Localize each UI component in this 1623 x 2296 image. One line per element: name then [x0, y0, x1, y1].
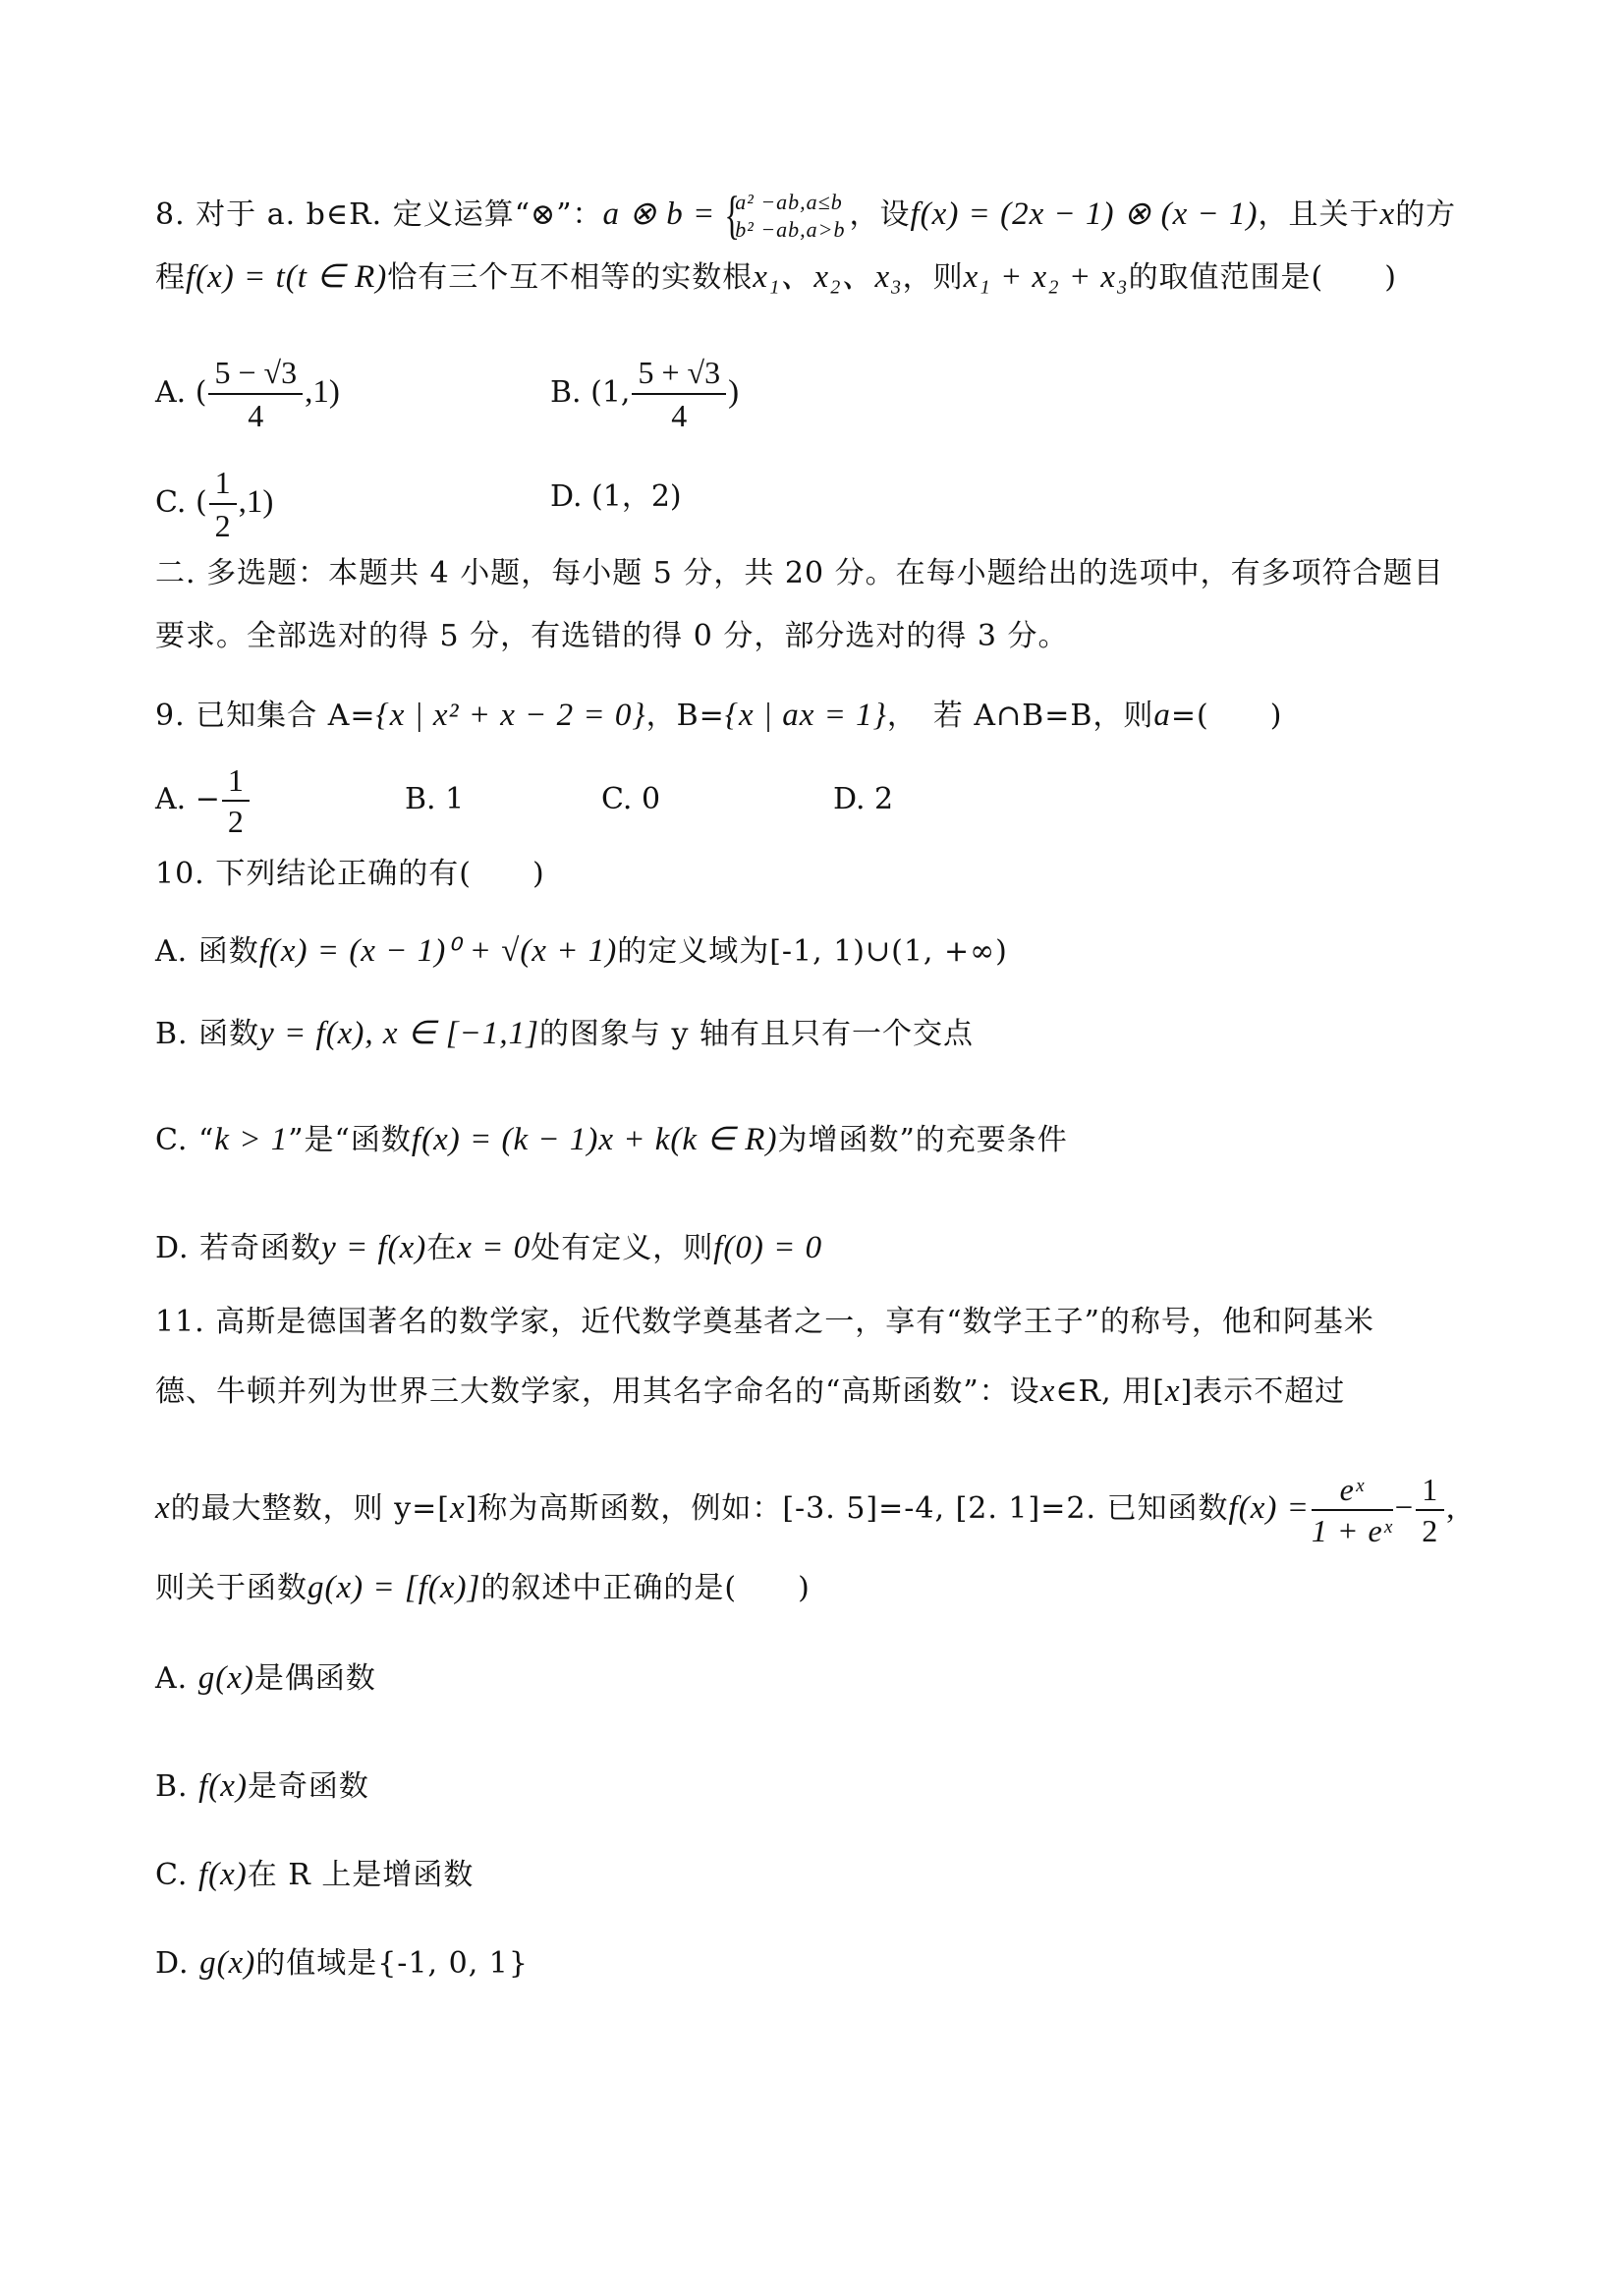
q8-prefix: 8. 对于 a. b∈R. 定义运算“⊗”：	[155, 197, 603, 232]
option-math-2: f(x) = (k − 1)x + k(k ∈ R)	[411, 1122, 778, 1157]
option-label: A. (	[155, 375, 207, 410]
q11-l3-x: x	[155, 1490, 171, 1526]
piece-top: a² −ab,a≤b	[735, 190, 843, 214]
option-label: C. (	[155, 485, 207, 520]
numerator: 1	[222, 760, 250, 802]
minus-sign: −	[1394, 1490, 1415, 1526]
q8-equation: f(x) = t(t ∈ R)	[186, 259, 388, 295]
q11-option-a	[155, 1658, 376, 1699]
q11-line2	[155, 1372, 1345, 1412]
fraction	[208, 352, 303, 436]
option-math: f(x)	[198, 1768, 248, 1804]
fraction	[632, 352, 726, 436]
q11-l3-f: f(x) =	[1228, 1490, 1310, 1526]
q8-option-c	[155, 462, 273, 546]
q11-line1: 11. 高斯是德国著名的数学家，近代数学奠基者之一，享有“数学王子”的称号，他和阿基米	[155, 1305, 1374, 1339]
q11-l2-a: 德、牛顿并列为世界三大数学家，用其名字命名的“高斯函数”：设	[155, 1374, 1040, 1409]
fraction-half	[1416, 1470, 1444, 1550]
q8-suffix: ，且关于	[1258, 197, 1380, 232]
option-text: 是偶函数	[253, 1661, 376, 1696]
q8-l2-mid: 恰有三个互不相等的实数根	[387, 260, 754, 295]
section2-line1: 二. 多选题：本题共 4 小题，每小题 5 分，共 20 分。在每小题给出的选项中，有多项符合题目	[155, 556, 1444, 590]
option-math: y = f(x), x ∈ [−1,1]	[259, 1016, 539, 1051]
q10-option-b	[155, 1014, 974, 1054]
q9-mid: ，B=	[645, 699, 725, 733]
option-text: 在 R 上是增函数	[247, 1858, 475, 1892]
option-math: g(x)	[197, 1660, 254, 1696]
numerator: eˣ	[1312, 1470, 1393, 1511]
piece-bottom: b² −ab,a>b	[735, 217, 846, 242]
brace-glyph: {	[724, 186, 741, 245]
fraction	[209, 462, 237, 546]
q8-option-a	[155, 352, 340, 436]
section2-line2: 要求。全部选对的得 5 分，有选错的得 0 分，部分选对的得 3 分。	[155, 619, 1069, 653]
q8-l2-end: 的取值范围是( )	[1128, 260, 1397, 295]
q8-end: 的方	[1395, 197, 1457, 232]
option-mid: 在	[426, 1231, 458, 1265]
numerator: 5 − √3	[208, 352, 303, 395]
q11-line3	[155, 1470, 1456, 1550]
q9-stem	[155, 696, 1282, 736]
option-label: A.	[155, 1661, 189, 1696]
option-math: g(x)	[199, 1945, 256, 1981]
option-label: D.	[155, 1946, 190, 1981]
q10-option-c	[155, 1120, 1068, 1160]
q9-option-c: C. 0	[601, 782, 661, 816]
q8-line2	[155, 257, 1397, 298]
q11-l3-a: 的最大整数，则 y=[	[170, 1491, 450, 1526]
q11-l4-b: 的叙述中正确的是( )	[480, 1571, 811, 1605]
fraction-exp	[1312, 1470, 1393, 1550]
q9-variable-a: a	[1153, 698, 1171, 733]
option-math: k > 1	[214, 1122, 289, 1157]
option-prefix: B. 函数	[155, 1017, 260, 1051]
denominator: 2	[1422, 1513, 1439, 1548]
option-tail: )	[728, 374, 740, 410]
q11-l3-x2: x	[449, 1490, 466, 1526]
numerator: 1	[209, 462, 237, 505]
q8-piecewise	[719, 186, 846, 245]
q9-option-b: B. 1	[405, 782, 465, 816]
q9-end: =( )	[1170, 699, 1283, 733]
q8-l2-prefix: 程	[155, 260, 186, 295]
q8-option-b	[550, 352, 739, 436]
option-label: A. −	[155, 782, 220, 816]
q8-roots: x₁、x₂、x₃	[753, 259, 903, 295]
q8-line1	[155, 186, 1457, 245]
numerator: 5 + √3	[632, 352, 726, 395]
q11-l2-x2: x	[1164, 1373, 1181, 1409]
q10-option-d	[155, 1228, 822, 1268]
option-prefix: A. 函数	[155, 934, 259, 969]
q8-x: x	[1379, 196, 1396, 232]
q8-option-d: D. (1，2)	[550, 479, 682, 514]
option-text: 是奇函数	[247, 1769, 369, 1804]
denominator: 4	[671, 398, 688, 433]
q9-set-a: {x | x² + x − 2 = 0}	[375, 698, 646, 733]
q11-l3-b: ]称为高斯函数，例如：[-3. 5]=-4, [2. 1]=2. 已知函数	[465, 1491, 1229, 1526]
q9-mid2: ， 若 A∩B=B，则	[886, 699, 1154, 733]
q11-option-b	[155, 1766, 369, 1807]
comma: ,	[1446, 1490, 1456, 1526]
q9-option-a	[155, 760, 252, 841]
denominator: 2	[214, 508, 231, 543]
q11-l2-b: ∈R, 用[	[1055, 1374, 1165, 1409]
option-suffix: 的定义域为[-1, 1)∪(1, +∞)	[617, 934, 1008, 969]
q8-mid: ，设	[849, 197, 911, 232]
option-math: y = f(x)	[321, 1230, 427, 1265]
q11-l4-a: 则关于函数	[155, 1571, 308, 1605]
option-text: 的值域是{-1, 0, 1}	[255, 1946, 529, 1981]
q8-l2-mid2: ，则	[902, 260, 964, 295]
option-math: f(x)	[197, 1857, 248, 1892]
q10-option-a	[155, 931, 1008, 972]
option-math-2: x = 0	[457, 1230, 532, 1265]
option-tail: ,1)	[305, 374, 340, 410]
q8-sum: x₁ + x₂ + x₃	[963, 259, 1129, 295]
option-mid: ”是“函数	[288, 1123, 412, 1157]
numerator: 1	[1416, 1470, 1444, 1511]
denominator: 4	[248, 398, 264, 433]
option-suffix: 为增函数”的充要条件	[777, 1123, 1068, 1157]
q9-option-d: D. 2	[833, 782, 894, 816]
option-mid-2: 处有定义，则	[531, 1231, 714, 1265]
q11-l2-x: x	[1039, 1373, 1056, 1409]
option-label: B. (1,	[550, 375, 631, 410]
denominator: 2	[227, 804, 244, 839]
q11-option-d	[155, 1943, 529, 1984]
q10-stem: 10. 下列结论正确的有( )	[155, 857, 545, 891]
option-suffix: 的图象与 y 轴有且只有一个交点	[538, 1017, 974, 1051]
option-tail: ,1)	[238, 484, 274, 520]
q8-def: a ⊗ b =	[602, 196, 716, 232]
q11-l4-math: g(x) = [f(x)]	[308, 1570, 481, 1605]
option-math-3: f(0) = 0	[713, 1230, 823, 1265]
option-prefix: C. “	[155, 1123, 215, 1157]
option-label: B.	[155, 1769, 189, 1804]
option-prefix: D. 若奇函数	[155, 1231, 322, 1265]
option-label: C.	[155, 1858, 189, 1892]
q8-fx: f(x) = (2x − 1) ⊗ (x − 1)	[910, 196, 1259, 232]
q9-prefix: 9. 已知集合 A=	[155, 699, 376, 733]
q11-option-c	[155, 1855, 474, 1895]
fraction	[222, 760, 250, 841]
q9-set-b: {x | ax = 1}	[724, 698, 887, 733]
q11-l2-c: ]表示不超过	[1180, 1374, 1346, 1409]
denominator: 1 + eˣ	[1311, 1513, 1393, 1548]
q11-line4	[155, 1568, 811, 1608]
option-math: f(x) = (x − 1)⁰ + √(x + 1)	[258, 933, 618, 969]
